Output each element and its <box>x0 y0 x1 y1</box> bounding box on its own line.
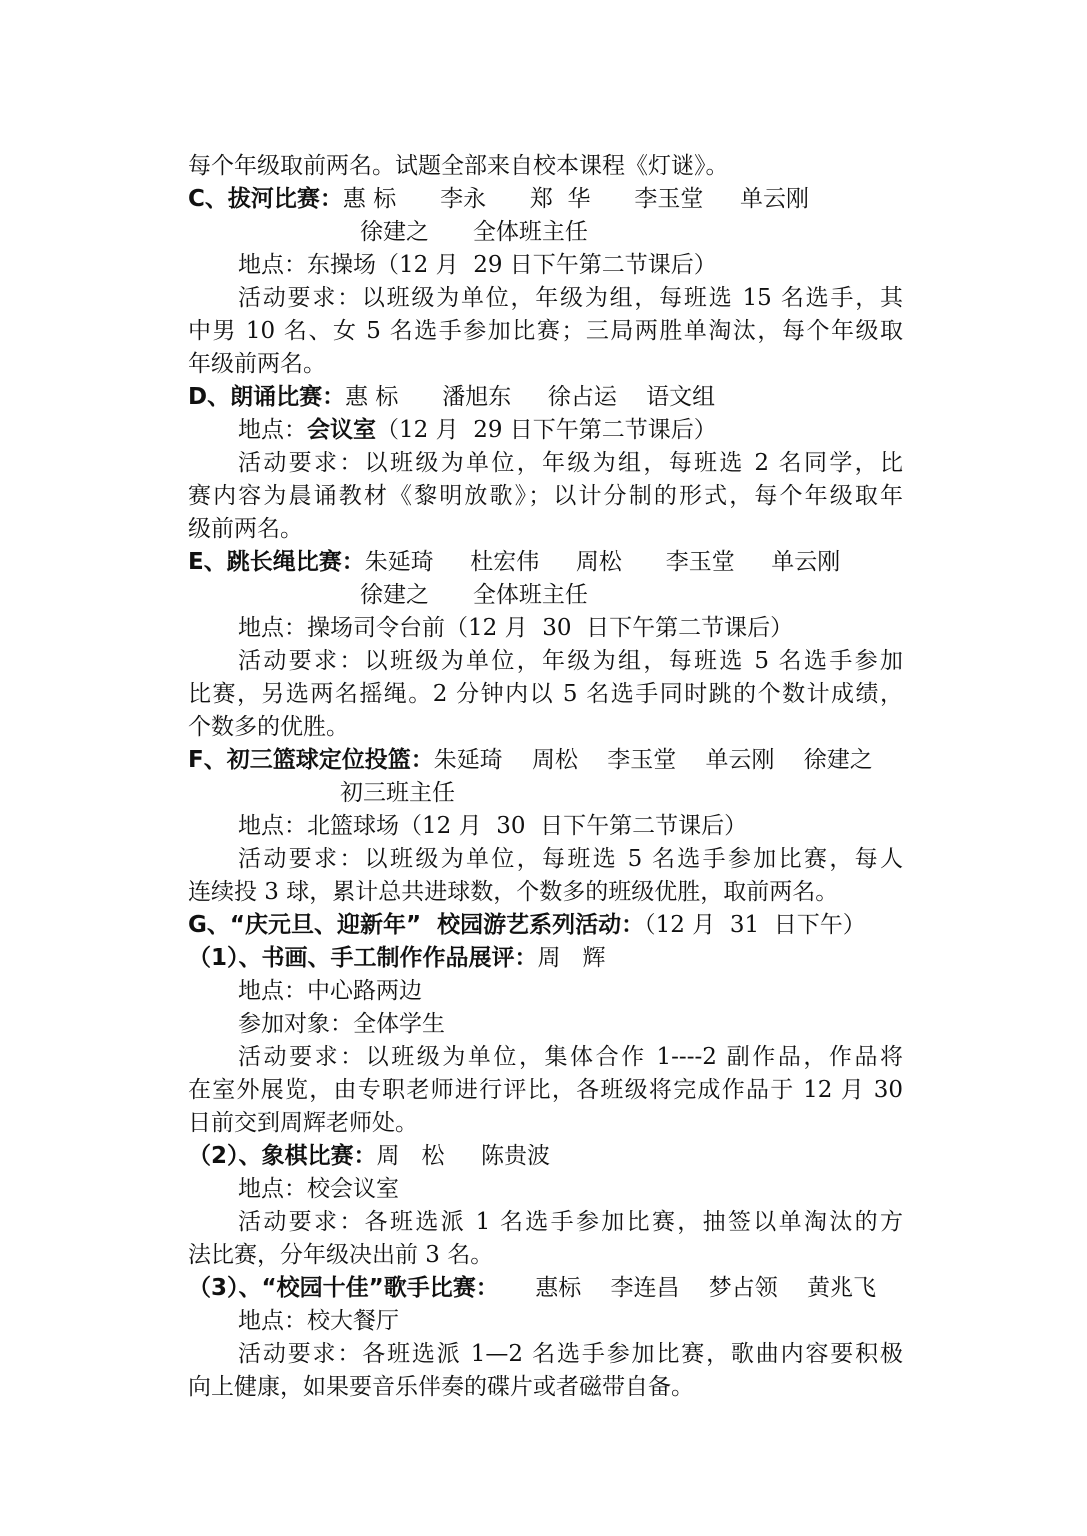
location-line <box>238 414 903 446</box>
text: 徐建之 全体班主任 <box>360 582 588 608</box>
section-e-heading <box>188 546 903 578</box>
subsection-3-heading <box>188 1272 903 1304</box>
requirement-line <box>238 645 903 677</box>
people-list: 惠 标 潘旭东 徐占运 语文组 <box>345 384 716 410</box>
text: 活动要求：各班选派 1 名选手参加比赛，抽签以单淘汰的方 <box>238 1209 903 1235</box>
requirement-line <box>188 876 903 908</box>
text: 初三班主任 <box>340 780 455 806</box>
text: 活动要求：以班级为单位，年级为组，每班选 2 名同学，比 <box>238 450 903 476</box>
text: 活动要求：各班选派 1—2 名选手参加比赛，歌曲内容要积极 <box>238 1341 903 1367</box>
requirement-line <box>188 315 903 347</box>
text: 在室外展览，由专职老师进行评比，各班级将完成作品于 12 月 30 <box>188 1077 903 1103</box>
people-list-continued <box>360 216 903 248</box>
text: 中男 10 名、女 5 名选手参加比赛；三局两胜单淘汰，每个年级取 <box>188 318 903 344</box>
requirement-line <box>238 1206 903 1238</box>
people-list-continued <box>340 777 903 809</box>
text: 日前交到周辉老师处。 <box>188 1110 418 1136</box>
text: 参加对象：全体学生 <box>238 1011 445 1037</box>
section-title: F、初三篮球定位投篮： <box>188 747 434 773</box>
text: 法比赛，分年级决出前 3 名。 <box>188 1242 494 1268</box>
requirement-line <box>188 1107 903 1139</box>
paragraph-line <box>188 150 903 182</box>
text: （12 月 29 日下午第二节课后） <box>376 417 717 443</box>
text: 地点：校会议室 <box>238 1176 399 1202</box>
text: 每个年级取前两名。试题全部来自校本课程《灯谜》。 <box>188 153 729 179</box>
text: 地点：北篮球场（12 月 30 日下午第二节课后） <box>238 813 748 839</box>
section-title: C、拔河比赛： <box>188 186 343 212</box>
requirement-line <box>188 348 903 380</box>
text: 地点：东操场（12 月 29 日下午第二节课后） <box>238 252 717 278</box>
people-list: 惠标 李连昌 梦占领 黄兆飞 <box>498 1275 877 1301</box>
section-title: G、“庆元旦、迎新年” 校园游艺系列活动： <box>188 912 645 938</box>
people-list-continued <box>360 579 903 611</box>
location-line <box>238 249 903 281</box>
text: 地点： <box>238 417 307 443</box>
section-g-heading <box>188 909 903 941</box>
text: （12 月 31 日下午） <box>644 912 866 938</box>
subsection-title: （3）、“校园十佳”歌手比赛： <box>188 1275 499 1301</box>
text: 连续投 3 球，累计总共进球数，个数多的班级优胜，取前两名。 <box>188 879 839 905</box>
text: 活动要求：以班级为单位，集体合作 1----2 副作品，作品将 <box>238 1044 903 1070</box>
people-list: 惠 标 李永 郑 华 李玉堂 单云刚 <box>342 186 809 212</box>
subsection-title: （2）、象棋比赛： <box>188 1143 377 1169</box>
location-line <box>238 612 903 644</box>
text: 徐建之 全体班主任 <box>360 219 588 245</box>
location-line <box>238 975 903 1007</box>
text: 活动要求：以班级为单位，年级为组，每班选 15 名选手，其 <box>238 285 903 311</box>
text: 会议室 <box>307 417 376 443</box>
subsection-2-heading <box>188 1140 903 1172</box>
text: 地点：操场司令台前（12 月 30 日下午第二节课后） <box>238 615 794 641</box>
section-f-heading <box>188 744 903 776</box>
location-line <box>238 1305 903 1337</box>
text: 赛内容为晨诵教材《黎明放歌》；以计分制的形式，每个年级取年 <box>188 483 903 509</box>
subsection-1-heading <box>188 942 903 974</box>
text: 活动要求：以班级为单位，每班选 5 名选手参加比赛，每人 <box>238 846 903 872</box>
people-list: 朱延琦 杜宏伟 周松 李玉堂 单云刚 <box>364 549 841 575</box>
text: 向上健康，如果要音乐伴奏的碟片或者磁带自备。 <box>188 1374 694 1400</box>
text: 地点：校大餐厅 <box>238 1308 399 1334</box>
requirement-line <box>188 1074 903 1106</box>
text: 地点：中心路两边 <box>238 978 422 1004</box>
participants-line <box>238 1008 903 1040</box>
text: 活动要求：以班级为单位，年级为组，每班选 5 名选手参加 <box>238 648 903 674</box>
section-title: D、朗诵比赛： <box>188 384 346 410</box>
people-list: 周 辉 <box>537 945 606 971</box>
section-c-heading <box>188 183 903 215</box>
requirement-line <box>188 1239 903 1271</box>
requirement-line <box>188 480 903 512</box>
location-line <box>238 810 903 842</box>
requirement-line <box>238 282 903 314</box>
requirement-line <box>238 1338 903 1370</box>
requirement-line <box>238 1041 903 1073</box>
subsection-title: （1）、书画、手工制作作品展评： <box>188 945 538 971</box>
text: 个数多的优胜。 <box>188 714 349 740</box>
requirement-line <box>188 1371 903 1403</box>
requirement-line <box>188 711 903 743</box>
people-list: 朱延琦 周松 李玉堂 单云刚 徐建之 <box>433 747 873 773</box>
requirement-line <box>238 843 903 875</box>
requirement-line <box>238 447 903 479</box>
location-line <box>238 1173 903 1205</box>
section-d-heading <box>188 381 903 413</box>
text: 年级前两名。 <box>188 351 326 377</box>
text: 级前两名。 <box>188 516 303 542</box>
section-title: E、跳长绳比赛： <box>188 549 365 575</box>
requirement-line <box>188 678 903 710</box>
people-list: 周 松 陈贵波 <box>376 1143 551 1169</box>
text: 比赛，另选两名摇绳。2 分钟内以 5 名选手同时跳的个数计成绩， <box>188 681 903 707</box>
requirement-line <box>188 513 903 545</box>
